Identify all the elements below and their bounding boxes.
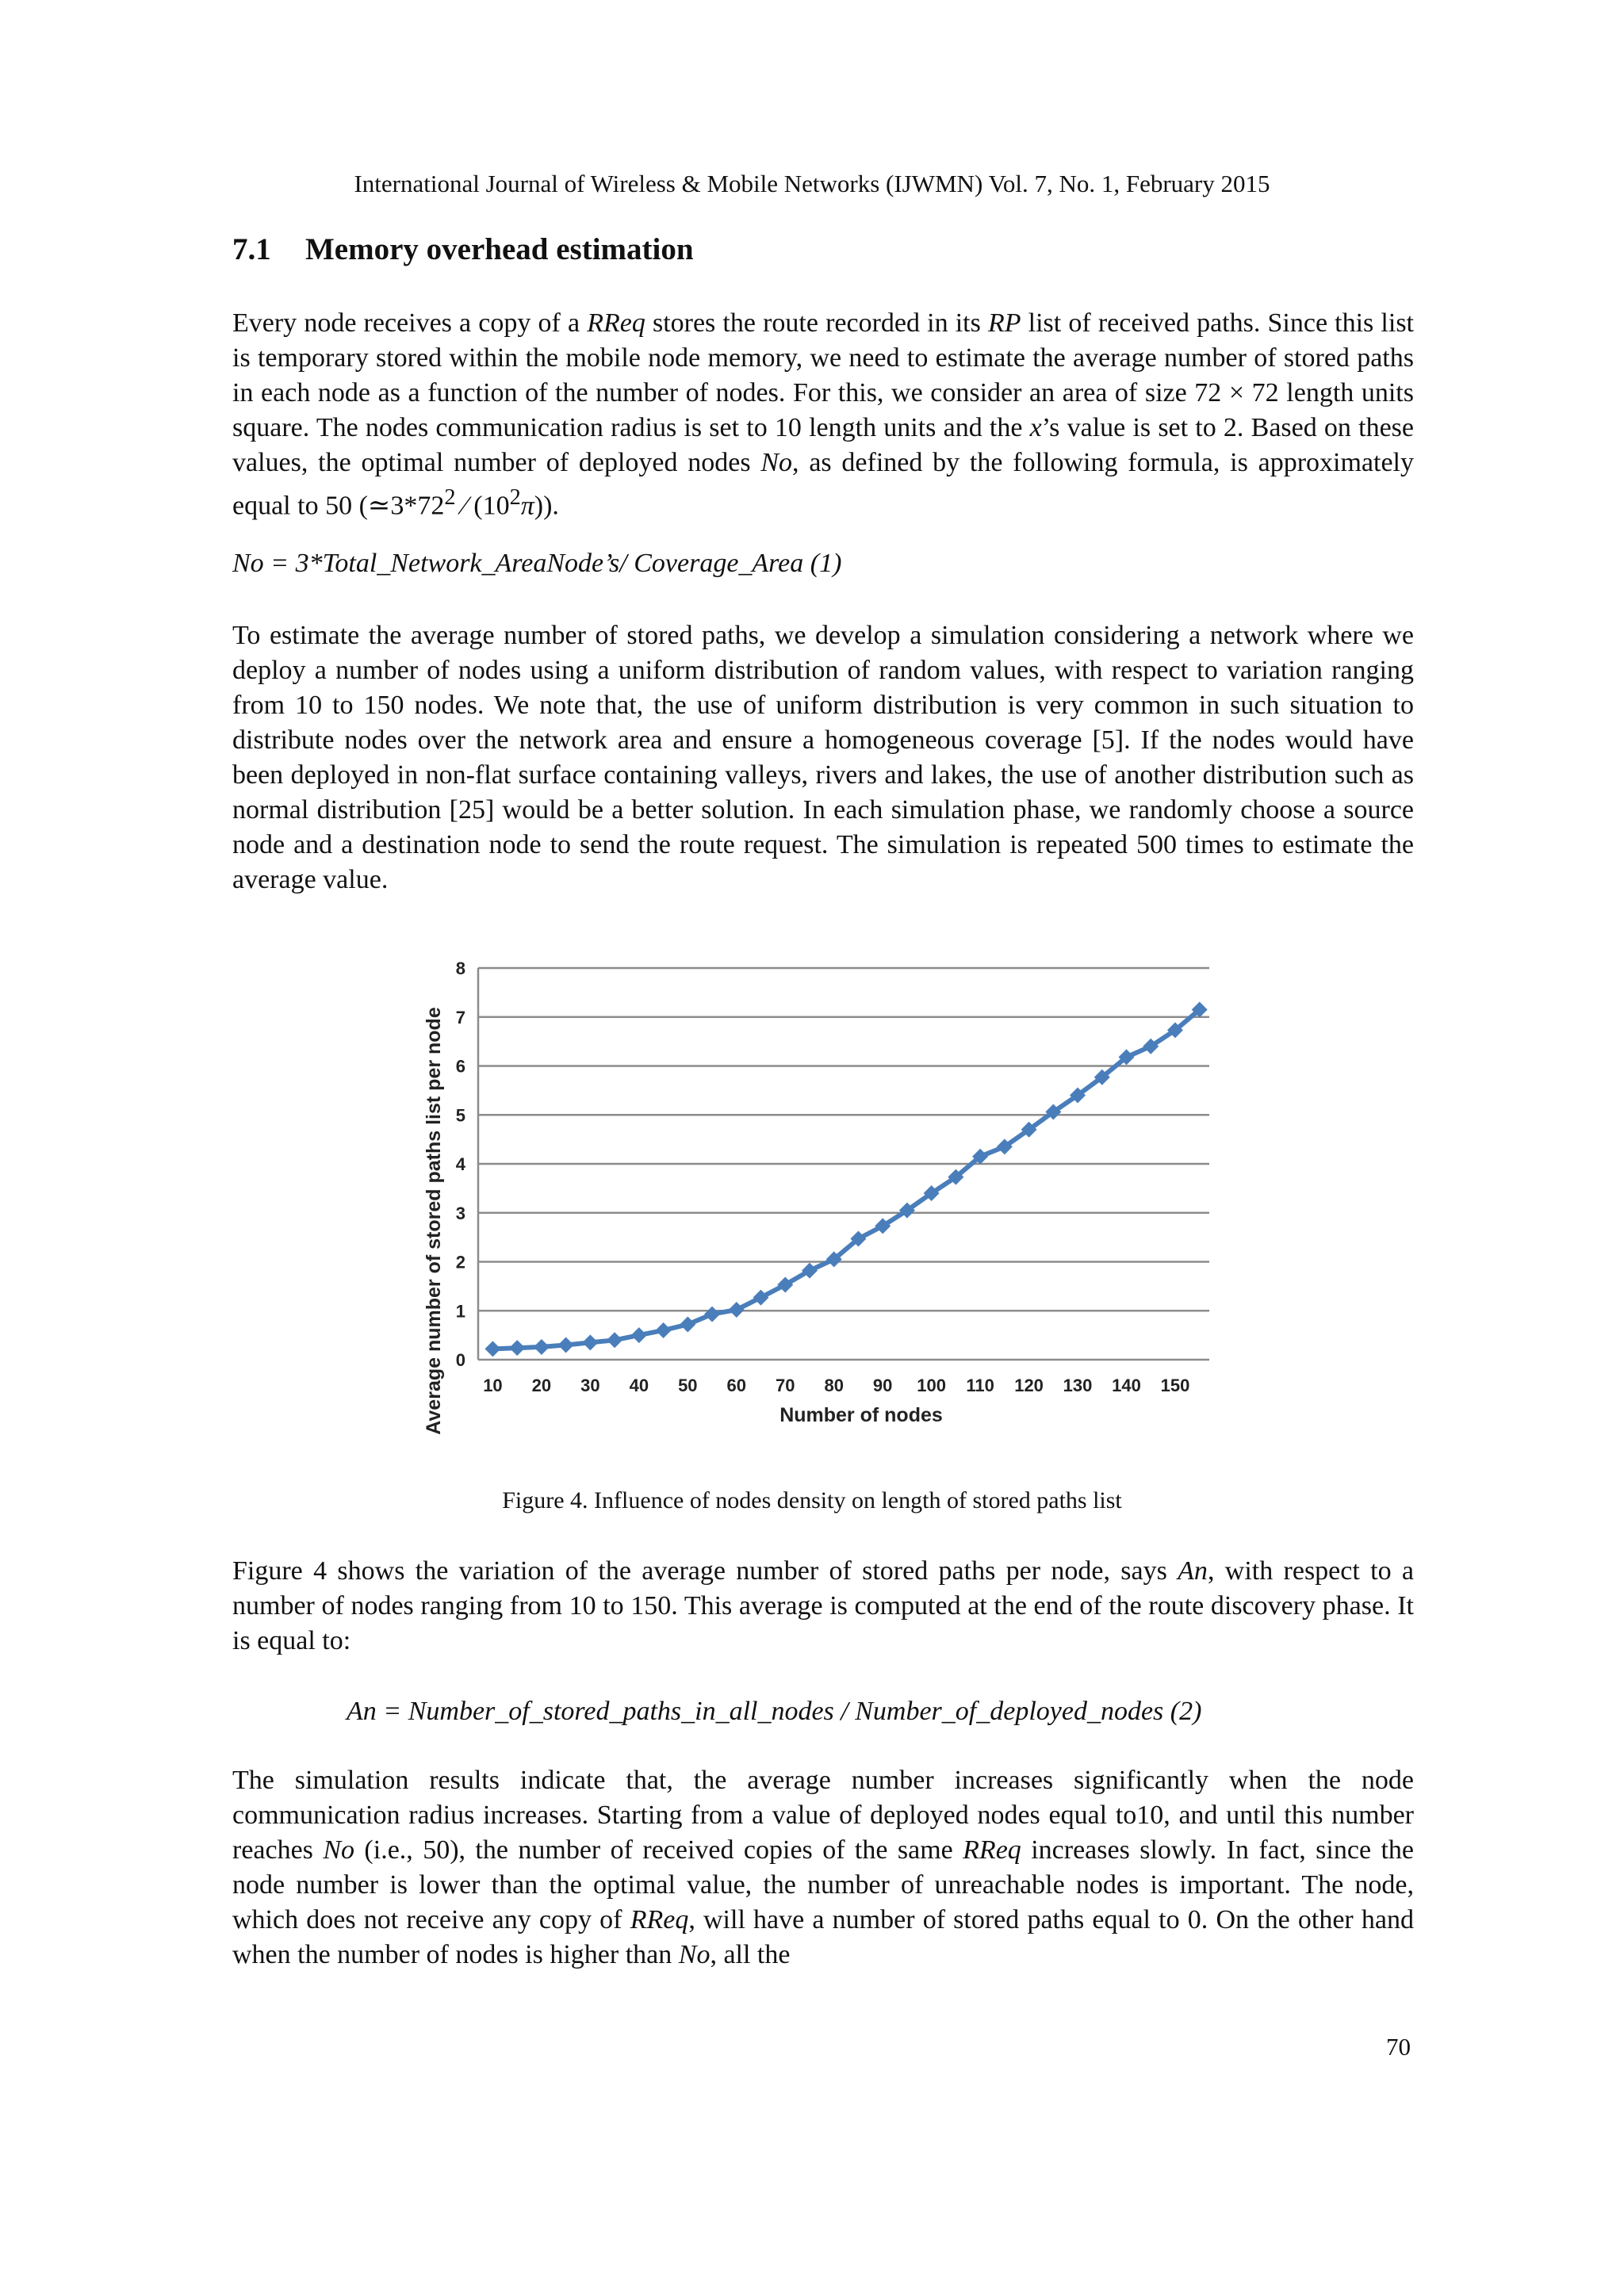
- chart-series: [485, 1001, 1207, 1357]
- series-line: [492, 1010, 1199, 1349]
- rreq-term: RReq: [587, 308, 645, 338]
- formula-2: An = Number_of_stored_paths_in_all_nodes / Number_of_deployed_nodes (2): [347, 1697, 1202, 1726]
- paragraph-3: Figure 4 shows the variation of the average number of stored paths per node, says An, with respect to a number of nodes ranging from 10 to 150. This average is computed at the end of the route discovery phase. It is equal to:: [232, 1556, 1414, 1655]
- x-tick-label: 80: [824, 1376, 844, 1395]
- y-axis-label: Average number of stored paths list per node: [423, 1007, 445, 1435]
- x-tick-label: 40: [629, 1376, 649, 1395]
- x-var: x: [1029, 413, 1042, 442]
- data-point-marker: [656, 1322, 672, 1338]
- x-tick-label: 60: [726, 1376, 747, 1395]
- rp-term: RP: [987, 308, 1021, 338]
- y-tick-label: 0: [455, 1350, 465, 1370]
- y-tick-label: 6: [455, 1056, 465, 1077]
- data-point-marker: [582, 1334, 598, 1350]
- section-number: 7.1: [232, 232, 271, 266]
- an-var: An: [1178, 1556, 1208, 1586]
- chart-gridlines: [478, 968, 1209, 1360]
- formula-1: No = 3*Total_Network_AreaNode’s/ Coverage_Area (1): [232, 549, 842, 578]
- data-point-marker: [631, 1327, 647, 1343]
- paragraph-1: Every node receives a copy of a RReq stores the route recorded in its RP list of received paths. Since this list is temporary stored within the mobile node memory, we need to estimate the average number of stored paths in each node as a function of the number of nodes. For this, we consider an area of size 72 × 72 length units square. The nodes communication radius is set to 10 length units and the x’s value is set to 2. Based on these values, the optimal number of deployed nodes No, as defined by the following formula, is approximately equal to 50 ($≃3*72^2$ ⁄ $(10^2\pi)$).: [232, 308, 1414, 521]
- data-point-marker: [607, 1332, 622, 1348]
- y-tick-label: 5: [455, 1105, 465, 1126]
- x-tick-label: 130: [1063, 1376, 1093, 1395]
- data-point-marker: [680, 1317, 695, 1333]
- page-number: 70: [1386, 2033, 1411, 2061]
- section-title: Memory overhead estimation: [305, 232, 694, 266]
- data-point-marker: [509, 1340, 525, 1356]
- section-heading: [232, 232, 694, 267]
- data-point-marker: [729, 1302, 745, 1318]
- x-tick-label: 20: [531, 1376, 552, 1395]
- figure-caption: Figure 4. Influence of nodes density on length of stored paths list: [502, 1487, 1122, 1513]
- x-tick-label: 30: [580, 1376, 600, 1395]
- y-tick-label: 2: [455, 1252, 465, 1272]
- data-point-marker: [704, 1307, 720, 1322]
- paragraph-4: The simulation results indicate that, the average number increases significantly when the node communication radius increases. Starting from a value of deployed nodes equal to10, and until this number reaches No (i.e., 50), the number of received copies of the same RReq increases slowly. In fact, since the node number is lower than the optimal value, the number of unreachable nodes is important. The node, which does not receive any copy of RReq, will have a number of stored paths equal to 0. On the other hand when the number of nodes is higher than No, all the: [232, 1766, 1415, 1969]
- x-tick-label: 140: [1112, 1376, 1141, 1395]
- data-point-marker: [558, 1337, 574, 1353]
- x-axis-label: Number of nodes: [779, 1404, 943, 1426]
- x-tick-label: 70: [775, 1376, 795, 1395]
- x-tick-labels: [483, 1376, 1189, 1395]
- y-tick-label: 1: [455, 1301, 465, 1322]
- running-header: International Journal of Wireless & Mobile Networks (IJWMN) Vol. 7, No. 1, February 2015: [354, 170, 1270, 197]
- line-chart: [412, 947, 1229, 1447]
- y-tick-label: 8: [455, 959, 465, 978]
- x-tick-label: 50: [678, 1376, 698, 1395]
- y-tick-labels: [456, 959, 466, 1370]
- y-tick-label: 3: [455, 1203, 465, 1223]
- x-tick-label: 90: [872, 1376, 893, 1395]
- x-tick-label: 10: [483, 1376, 503, 1395]
- x-tick-label: 110: [966, 1376, 994, 1395]
- no-var: No: [760, 448, 793, 477]
- x-tick-label: 120: [1014, 1376, 1044, 1395]
- data-point-marker: [485, 1341, 500, 1357]
- y-tick-label: 4: [455, 1154, 465, 1174]
- data-point-marker: [534, 1339, 550, 1355]
- paragraph-2: To estimate the average number of stored paths, we develop a simulation considering a network where we deploy a number of nodes using a uniform distribution of random values, with respect to variation ranging from 10 to 150 nodes. We note that, the use of uniform distribution is very common in such situation to distribute nodes over the network area and ensure a homogeneous coverage [5]. If the nodes would have been deployed in non-flat surface containing valleys, rivers and lakes, the use of another distribution such as normal distribution [25] would be a better solution. In each simulation phase, we randomly choose a source node and a destination node to send the route request. The simulation is repeated 500 times to estimate the average value.: [232, 621, 1414, 894]
- y-tick-label: 7: [455, 1007, 465, 1027]
- x-tick-label: 150: [1160, 1376, 1190, 1395]
- x-tick-label: 100: [917, 1376, 946, 1395]
